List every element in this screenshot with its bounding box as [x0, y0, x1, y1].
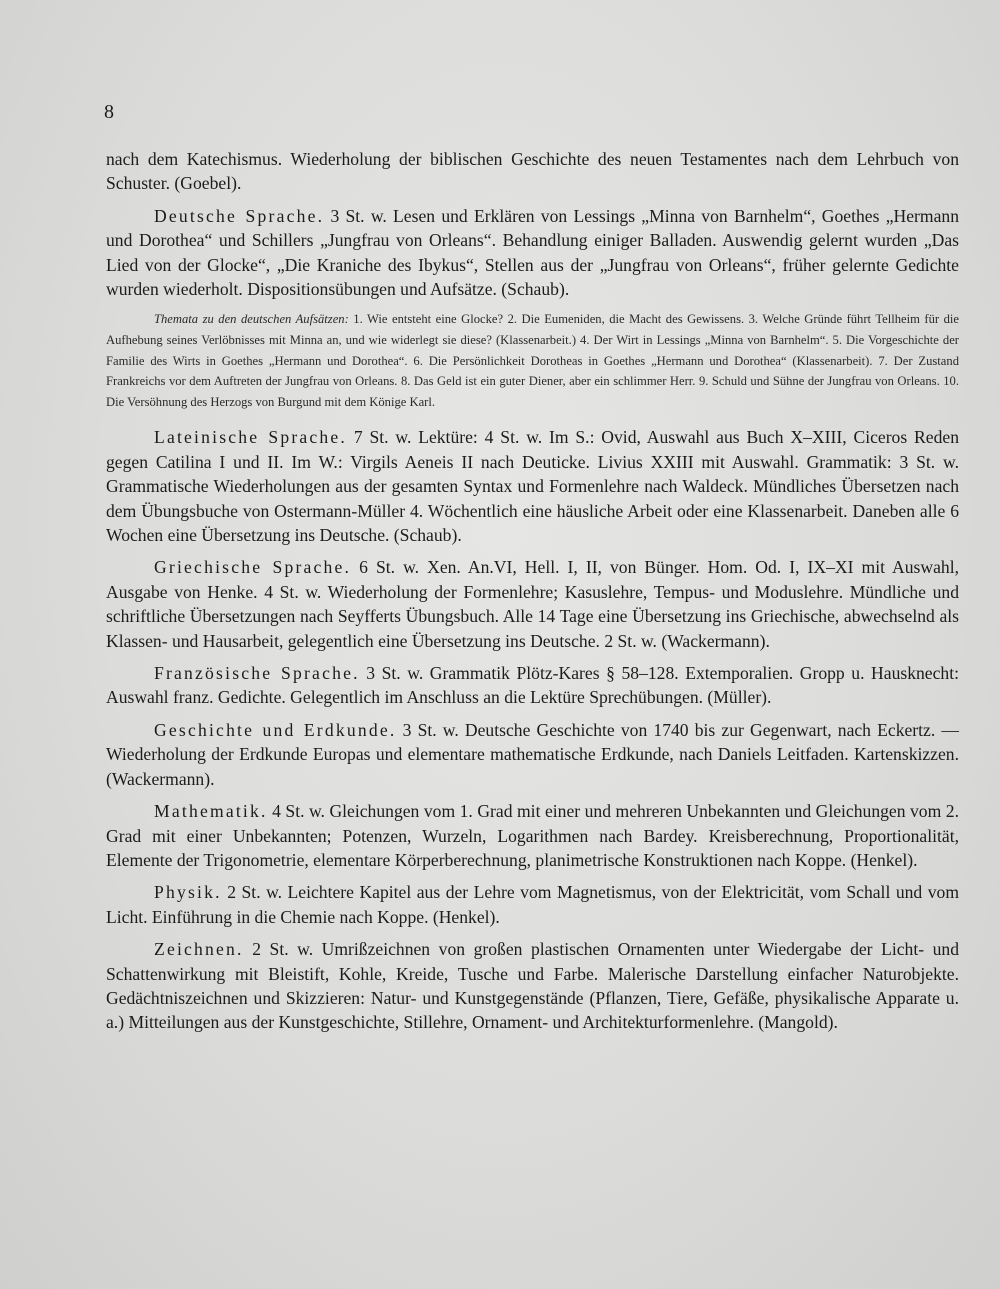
- paragraph-deutsche-sprache: [106, 204, 959, 302]
- note-label: Themata zu den deutschen Aufsätzen:: [154, 312, 349, 327]
- paragraph-griechische-sprache: [106, 555, 959, 653]
- paragraph-text: 3 St. w. Grammatik Plötz-Kares § 58–128. Extemporalien. Gropp u. Hausknecht: Auswahl franz. Gedichte. Gelegentlich im Anschluss an die Lektüre Sprechübungen. (Müller).: [106, 663, 959, 708]
- paragraph-zeichnen: [106, 937, 959, 1035]
- note-text: 1. Wie entsteht eine Glocke? 2. Die Eumeniden, die Macht des Gewissens. 3. Welche Gründe führt Tellheim für die Aufhebung seines Verlöbnisses mit Minna an, und wie widerlegt sie diese? (Klassenarbeit.) 4. Der Wirt in Lessings „Minna von Barnhelm“. 5. Die Vorgeschichte der Familie des Wirts in Goethes „Hermann und Dorothea“. 6. Die Persönlichkeit Dorotheas in Goethes „Hermann und Dorothea“ (Klassenarbeit). 7. Der Zustand Frankreichs vor dem Auftreten der Jungfrau von Orleans. 8. Das Geld ist ein guter Diener, aber ein schlimmer Herr. 9. Schuld und Sühne der Jungfrau von Orleans. 10. Die Versöhnung des Herzogs von Burgund mit dem Könige Karl.: [106, 312, 959, 409]
- subject-heading: Griechische Sprache.: [154, 557, 352, 578]
- subject-heading: Physik.: [154, 882, 222, 903]
- page-number: 8: [104, 101, 114, 123]
- paragraph-text: nach dem Katechismus. Wiederholung der biblischen Geschichte des neuen Testamentes nach dem Lehrbuch von Schuster. (Goebel).: [106, 149, 959, 194]
- page-body: [106, 147, 959, 1043]
- subject-heading: Mathematik.: [154, 801, 268, 822]
- paragraph-mathematik: [106, 799, 959, 872]
- subject-heading: Geschichte und Erdkunde.: [154, 719, 397, 740]
- paragraph-franzoesische-sprache: [106, 661, 959, 710]
- essay-topics-note: [106, 309, 959, 412]
- paragraph-text: 2 St. w. Umrißzeichnen von großen plastischen Ornamenten unter Wiedergabe der Licht- und Schattenwirkung mit Bleistift, Kohle, Kreide, Tusche und Farbe. Malerische Darstellung einfacher Naturobjekte. Gedächtniszeichnen und Skizzieren: Natur- und Kunstgegenstände (Pflanzen, Tiere, Gefäße, physikalische Apparate u. a.) Mitteilungen aus der Kunstgeschichte, Stillehre, Ornament- und Architekturformenlehre. (Mangold).: [106, 939, 959, 1033]
- subject-heading: Französische Sprache.: [154, 663, 360, 684]
- paragraph-physik: [106, 880, 959, 929]
- paragraph-geschichte-erdkunde: [106, 718, 959, 791]
- paragraph-text: 6 St. w. Xen. An.VI, Hell. I, II, von Bünger. Hom. Od. I, IX–XI mit Auswahl, Ausgabe von Henke. 4 St. w. Wiederholung der Formenlehre; Kasuslehre, Tempus- und Moduslehre. Mündliche und schriftliche Übersetzungen nach Seyfferts Übungsbuch. Alle 14 Tage eine Übersetzung ins Griechische, abwechselnd als Klassen- und Hausarbeit, gelegentlich eine Übersetzung ins Deutsche. 2 St. w. (Wackermann).: [106, 557, 959, 651]
- subject-heading: Lateinische Sprache.: [154, 427, 347, 448]
- paragraph-text: 3 St. w. Lesen und Erklären von Lessings „Minna von Barnhelm“, Goethes „Hermann und Dorothea“ und Schillers „Jungfrau von Orleans“. Behandlung einiger Balladen. Auswendig gelernt wurden „Das Lied von der Glocke“, „Die Kraniche des Ibykus“, Stellen aus der „Jungfrau von Orleans“, früher gelernte Gedichte wurden wiederholt. Dispositionsübungen und Aufsätze. (Schaub).: [106, 205, 959, 300]
- paragraph-text: 7 St. w. Lektüre: 4 St. w. Im S.: Ovid, Auswahl aus Buch X–XIII, Ciceros Reden gegen Catilina I und II. Im W.: Virgils Aeneis II nach Deuticke. Livius XXIII mit Auswahl. Grammatik: 3 St. w. Grammatische Wiederholungen aus der gesamten Syntax und Formenlehre nach Waldeck. Mündliches Übersetzen nach dem Übungsbuche von Ostermann-Müller 4. Wöchentlich eine häusliche Arbeit oder eine Klassenarbeit. Daneben alle 6 Wochen eine Übersetzung ins Deutsche. (Schaub).: [106, 427, 959, 546]
- paragraph-text: 4 St. w. Gleichungen vom 1. Grad mit einer und mehreren Unbekannten und Gleichungen vom 2. Grad mit einer Unbekannten; Potenzen, Wurzeln, Logarithmen nach Bardey. Kreisberechnung, Proportionalität, Elemente der Trigonometrie, elementare Körperberechnung, planimetrische Konstruktionen nach Koppe. (Henkel).: [106, 801, 959, 870]
- paragraph-lateinische-sprache: [106, 425, 959, 547]
- subject-heading: Deutsche Sprache.: [154, 205, 325, 226]
- paragraph-religion-continued: [106, 147, 959, 196]
- paragraph-text: 3 St. w. Deutsche Geschichte von 1740 bis zur Gegenwart, nach Eckertz. — Wiederholung der Erdkunde Europas und elementare mathematische Erdkunde, nach Daniels Leitfaden. Kartenskizzen. (Wackermann).: [106, 719, 960, 789]
- subject-heading: Zeichnen.: [154, 939, 244, 960]
- paragraph-text: 2 St. w. Leichtere Kapitel aus der Lehre vom Magnetismus, von der Elektricität, vom Schall und vom Licht. Einführung in die Chemie nach Koppe. (Henkel).: [106, 882, 959, 927]
